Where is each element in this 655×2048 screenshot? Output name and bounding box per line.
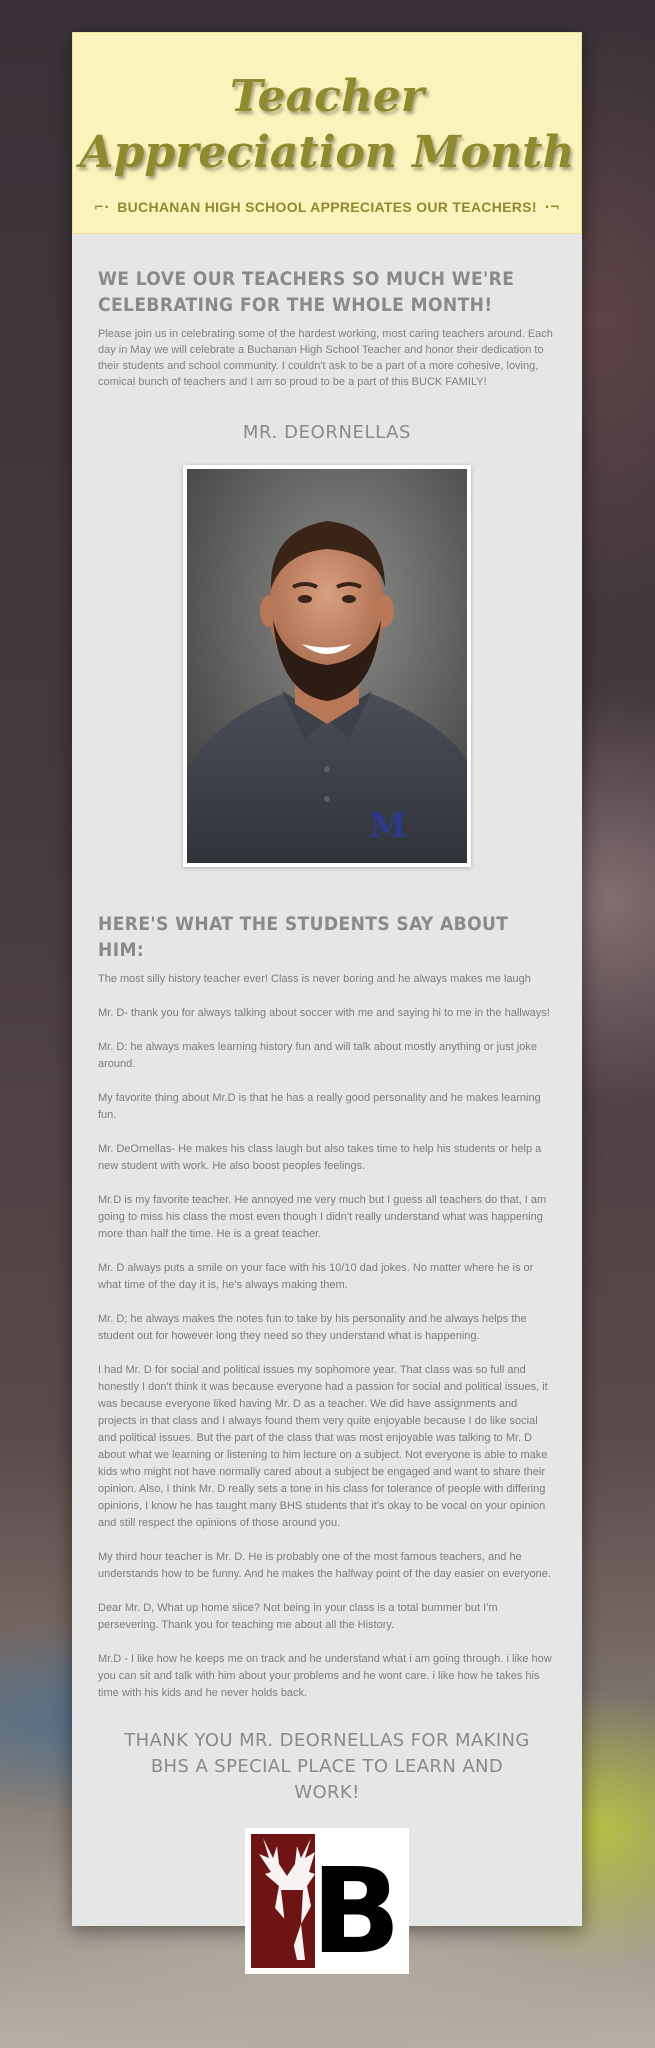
banner-subtitle	[73, 199, 581, 215]
students-heading: HERE'S WHAT THE STUDENTS SAY ABOUT HIM:	[98, 913, 509, 961]
quote-item: I had Mr. D for social and political issues my sophomore year. That class was so full and honestly I don't think it was because everyone had a passion for social and political issues, it was because everyone liked having Mr. D as a teacher. We did have assignments and projects in that class and I always found them very quite enjoyable because I do like social and political issues. But the part of the class that was most enjoyable was talking to Mr. D about what we learning or listening to him lecture on a subject. Not everyone is able to make kids who might not have normally cared about a subject be engaged and want to share their opinion. Also, I think Mr. D really sets a tone in his class for tolerance of people with differing opinions, I know he has taught many BHS students that it's okay to be vocal on your opinion and still respect the opinions of those around you.	[98, 1364, 548, 1529]
quote-item: My third hour teacher is Mr. D. He is probably one of the most famous teachers, and he understands how to be funny. And he makes the halfway point of the day easier on everyone.	[98, 1551, 551, 1580]
page-title	[73, 33, 581, 181]
quote-item: Mr. DeOrnellas- He makes his class laugh but also takes time to help his students or help a new student with work. He also boost peoples feelings.	[98, 1143, 542, 1172]
logo-letter: B	[311, 1842, 401, 1974]
left-flourish-icon: ⌐·	[94, 200, 110, 214]
quote-item: Mr. D; he always makes the notes fun to take by his personality and he always helps the student out for however long they need so they understand what is happening.	[98, 1313, 527, 1342]
quote-item: Mr. D- thank you for always talking about soccer with me and saying hi to me in the hallways!	[98, 1007, 550, 1019]
thank-you-heading: THANK YOU MR. DEORNELLAS FOR MAKING BHS A SPECIAL PLACE TO LEARN AND WORK!	[124, 1730, 530, 1803]
teacher-photo-frame	[183, 465, 471, 867]
intro-text: Please join us in celebrating some of the hardest working, most caring teachers around. Each day in May we will celebrate a Buchanan High School Teacher and honor their dedication to their students and school community. I couldn't ask to be a part of a more cohesive, loving, comical bunch of teachers and I am so proud to be a part of this BUCK FAMILY!	[98, 328, 553, 388]
shirt-logo: M	[369, 806, 407, 846]
teacher-photo	[187, 469, 467, 863]
title-line-1: Teacher	[229, 71, 425, 122]
school-logo	[245, 1828, 409, 1974]
teacher-name: MR. DEORNELLAS	[242, 422, 412, 443]
quote-item: Mr.D is my favorite teacher. He annoyed me very much but I guess all teachers do that, I am going to miss his class the most even though I didn't really understand what was happening more than half the time. He is a great teacher.	[98, 1194, 547, 1240]
header-banner	[72, 32, 582, 234]
content-body	[72, 234, 582, 1974]
flyer-card	[72, 32, 582, 1974]
quote-item: Mr. D: he always makes learning history fun and will talk about mostly anything or just joke around.	[98, 1041, 537, 1070]
buck-logo-icon	[245, 1828, 409, 1974]
quote-item: Mr.D - I like how he keeps me on track and he understand what i am going through. i like how you can sit and talk with him about your problems and he wont care. i like how he takes his time with his kids and he never holds back.	[98, 1653, 552, 1699]
title-line-2: Appreciation Month	[79, 127, 575, 178]
quote-item: Mr. D always puts a smile on your face with his 10/10 dad jokes. No matter where he is or what time of the day it is, he's always making them.	[98, 1262, 534, 1291]
quote-item: The most silly history teacher ever! Class is never boring and he always makes me laugh	[98, 973, 531, 985]
quote-item: My favorite thing about Mr.D is that he has a really good personality and he makes learning fun.	[98, 1092, 541, 1121]
quote-item: Dear Mr. D, What up home slice? Not being in your class is a total bummer but I'm persevering. Thank you for teaching me about all the History.	[98, 1602, 498, 1631]
intro-heading: WE LOVE OUR TEACHERS SO MUCH WE'RE CELEBRATING FOR THE WHOLE MONTH!	[98, 268, 515, 316]
right-flourish-icon: ·¬	[544, 200, 560, 214]
subtitle-text: BUCHANAN HIGH SCHOOL APPRECIATES OUR TEACHERS!	[117, 199, 537, 215]
student-quotes	[98, 971, 556, 1702]
